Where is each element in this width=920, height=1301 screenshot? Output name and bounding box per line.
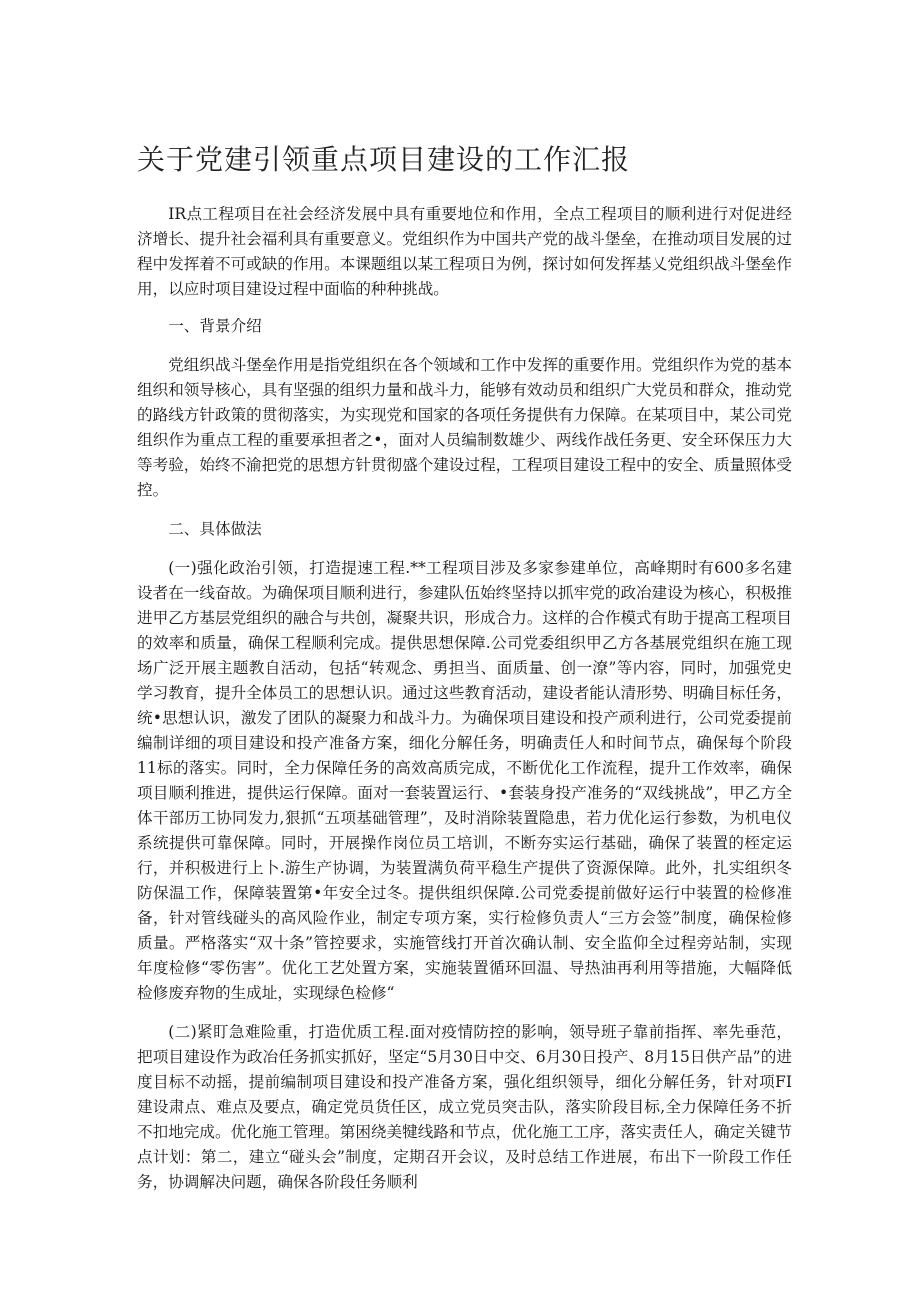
practice-paragraph-2: (二)紧盯急难险重，打造优质工程.面对疫情防控的影响，领导班子靠前指挥、率先垂范，把项目建设作为政冶任务抓实抓好，坚定“5月30日中交、6月30日投产、8月15日供产品”的进度目标不动摇，提前编制项目建设和投产准备方案，强化组织领导，细化分解任务，针对项FI建设肃点、难点及要点，确定党员货任区，成立党员突击队，落实阶段目标,全力保障任务不折不扣地完成。优化施工管理。第困绕美犍线路和节点，优化施工工序，落实责任人，确定关键节点计划：第二，建立“碰头会”制度，定期召开会议，及时总结工作进展，布出下一阶段工作任务，协调解决问题，确保各阶段任务顺利 (137, 1023, 792, 1191)
background-paragraph: 党组织战斗堡垒作用是指党组织在各个领域和工作中发挥的重要作用。党组织作为党的基本组织和领导核心，具有坚强的组织力量和战斗力，能够有效动员和组织广大党员和群众，推动党的路线方针政策的贯彻落实，为实现党和国家的各项任务提供有力保障。在某项目中，某公司党组织作为重点工程的重要承担者之•，面对人员编制数雄少、两线作战任务更、安全环保压力大等考验，始终不渝把党的思想方针贯彻盛个建设过程，工程项目建设工程中的安全、质量照体受控。 (137, 356, 792, 499)
document-title: 关于党建引领重点项目建设的工作汇报 (137, 143, 631, 176)
intro-paragraph: IR点工程项目在社会经济发展中具有重要地位和作用，全点工程项目的顺利进行对促进经济增长、提升社会福利具有重要意义。党组织作为中国共产党的战斗堡垒，在推动项目发展的过程中发挥着不可或缺的作用。本课题组以某工程项日为例，探讨如何发挥基乂党组织战斗堡垒作用，以应时项目建设过程中面临的种种挑战。 (137, 205, 792, 298)
section-heading-practices: 二、具体做法 (168, 520, 262, 538)
section-heading-background: 一、背景介绍 (168, 317, 262, 335)
practice-paragraph-1: (一)强化政治引领，打造提速工程.**工程项目涉及多家参建单位，高峰期时有600多名建设者在一线奋故。为确保项目顺利进行，参建队伍始终坚持以抓牢党的政冶建设为核心，积极推进甲乙方基层党组织的融合与共创，凝聚共识，形成合力。这样的合作模式有助于提高工程项目的效率和质量，确保工程顺利完成。提供思想保障.公司党委组织甲乙方各基展党组织在施工现场广泛开展主题教自活动，包括“转观念、勇担当、面质量、创一潦”等内容，同时，加强党史学习教育，提升全体员工的思想认识。通过这些教育活动，建设者能认清形势、明确目标任务，统•思想认识，激发了团队的凝聚力和战斗力。为确保项目建设和投产顽利进行，公司党委提前编制详细的项目建设和投产准备方案，细化分解任务，明确责任人和时间节点，确保每个阶段11标的落实。同时，全力保障任务的高效高质完成，不断优化工作流程，提升工作效率，确保项目顺利推进，提供运行保障。面对一套装置运行、•套装身投产准务的“双线挑战”，甲乙方全体干部历工协同发力,狠抓“五项基础管理”，及时消除装置隐患，若力优化运行参数，为机电仪系统提供可靠保障。同时，开展操作岗位员工培训，不断夯实运行基础，确保了装置的桎定运行，并积极进行上卜.游生产协调，为装置满负荷平稳生产提供了资源保障。此外，扎实组织冬防保温工作，保障装置第•年安全过冬。提供组织保障.公司党委提前做好运行中装置的检修准备，针对管线碰头的高风险作业，制定专项方案，实行检修负责人“三方会签”制度，确保检修质量。严格落实“双十条”管控要求，实施管线打开首次确认制、安全监仰全过程旁站制，实现年度检修“零伤害”。优化工艺处置方案，实施装置循环回温、导热油再利用等措施，大幅降低检修废弃物的生成址，实现绿色检修“ (137, 559, 792, 1002)
document-page (137, 140, 792, 1205)
